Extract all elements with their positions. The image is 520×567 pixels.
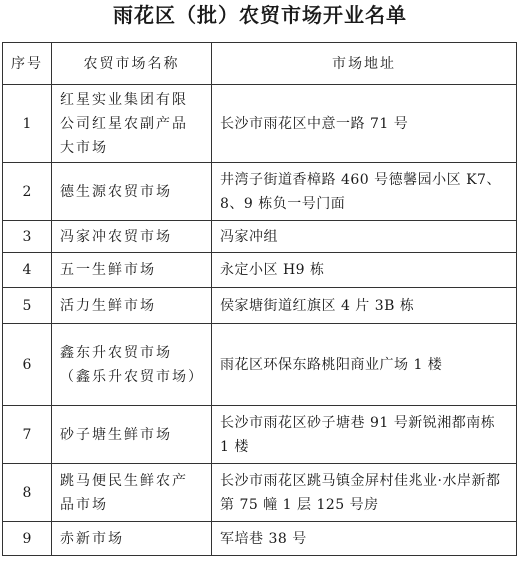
table-row	[3, 221, 517, 253]
table-row	[3, 464, 517, 522]
row-index: 4	[3, 253, 52, 288]
row-name: 砂子塘生鲜市场	[52, 406, 212, 464]
row-address: 侯家塘街道红旗区 4 片 3B 栋	[212, 288, 517, 324]
row-address: 长沙市雨花区中意一路 71 号	[212, 85, 517, 163]
row-index: 5	[3, 288, 52, 324]
row-index: 9	[3, 522, 52, 556]
row-address: 长沙市雨花区砂子塘巷 91 号新锐湘都南栋 1 楼	[212, 406, 517, 464]
table-row	[3, 85, 517, 163]
table-row	[3, 253, 517, 288]
row-name: 冯家冲农贸市场	[52, 221, 212, 253]
table-row	[3, 163, 517, 221]
row-address: 军培巷 38 号	[212, 522, 517, 556]
table-header-row	[3, 43, 517, 85]
row-index: 1	[3, 85, 52, 163]
row-index: 3	[3, 221, 52, 253]
row-name: 五一生鲜市场	[52, 253, 212, 288]
row-name: 红星实业集团有限公司红星农副产品大市场	[52, 85, 212, 163]
row-name: 德生源农贸市场	[52, 163, 212, 221]
table-row	[3, 522, 517, 556]
row-index: 8	[3, 464, 52, 522]
table-row	[3, 324, 517, 406]
row-name: 赤新市场	[52, 522, 212, 556]
market-table	[2, 42, 517, 556]
row-name: 跳马便民生鲜农产品市场	[52, 464, 212, 522]
header-index: 序号	[3, 43, 52, 85]
header-name: 农贸市场名称	[52, 43, 212, 85]
row-name: 活力生鲜市场	[52, 288, 212, 324]
row-index: 7	[3, 406, 52, 464]
row-address: 雨花区环保东路桃阳商业广场 1 楼	[212, 324, 517, 406]
row-name: 鑫东升农贸市场（鑫乐升农贸市场）	[52, 324, 212, 406]
row-address: 长沙市雨花区跳马镇金屏村佳兆业·水岸新都第 75 幢 1 层 125 号房	[212, 464, 517, 522]
row-address: 永定小区 H9 栋	[212, 253, 517, 288]
row-address: 井湾子街道香樟路 460 号德馨园小区 K7、8、9 栋负一号门面	[212, 163, 517, 221]
table-row	[3, 406, 517, 464]
row-index: 2	[3, 163, 52, 221]
row-index: 6	[3, 324, 52, 406]
document-title: 雨花区（批）农贸市场开业名单	[113, 3, 407, 27]
row-address: 冯家冲组	[212, 221, 517, 253]
table-row	[3, 288, 517, 324]
header-address: 市场地址	[212, 43, 517, 85]
